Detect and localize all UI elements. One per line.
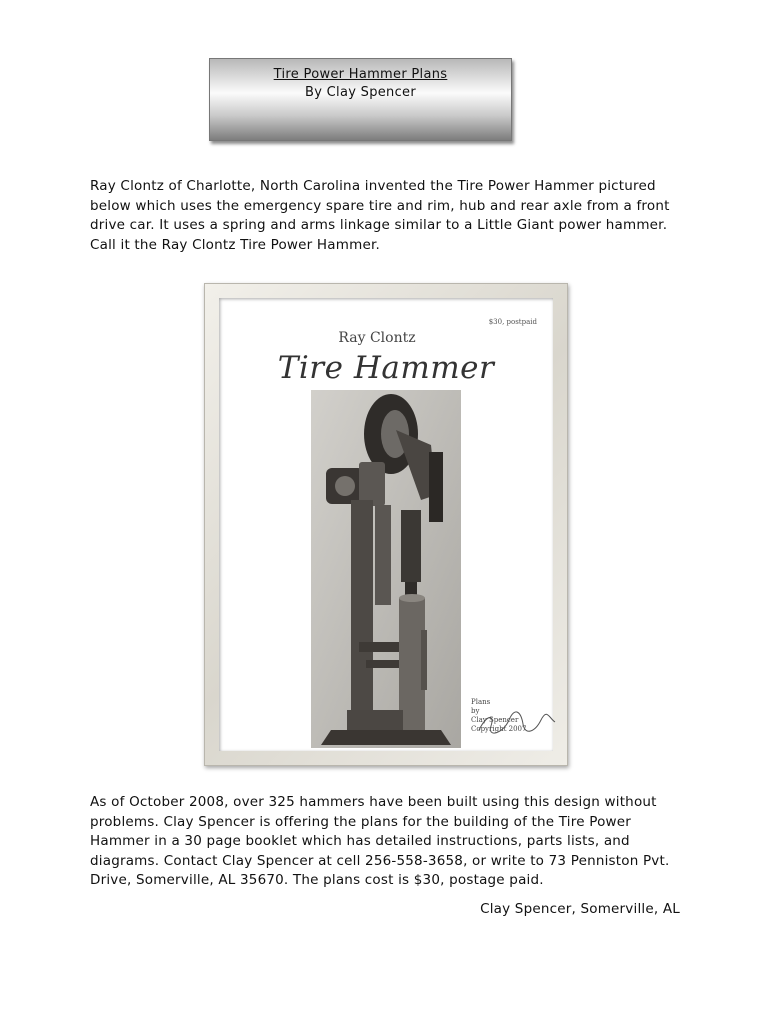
cover-title: Tire Hammer: [277, 350, 495, 386]
page-title: Tire Power Hammer Plans: [273, 67, 448, 82]
cover-plans-line: Copyright 2007: [471, 725, 527, 733]
handwritten-signature: [477, 708, 557, 738]
tire-hammer-image: [311, 390, 481, 750]
body-paragraph: As of October 2008, over 325 hammers have been built using this design without problems. Clay Spencer is offering the plans for the building of the Tire Power Hammer in a 30 page booklet which has detailed instructions, parts lists, and diagrams. Contact Clay Spencer at cell 256-558-3658, or write to 73 Penniston Pvt. Drive, Somerville, AL 35670. The plans cost is $30, postage paid.: [90, 794, 670, 888]
cover-price: $30, postpaid: [488, 318, 537, 326]
signature-line: Clay Spencer, Somerville, AL: [480, 901, 680, 917]
cover-page: [219, 298, 553, 751]
cover-author: Ray Clontz: [338, 330, 416, 346]
booklet-cover-photo: [204, 283, 568, 766]
title-box: [209, 58, 512, 141]
intro-paragraph: Ray Clontz of Charlotte, North Carolina invented the Tire Power Hammer pictured below which uses the emergency spare tire and rim, hub and rear axle from a front drive car. It uses a spring and arms linkage similar to a Little Giant power hammer. Call it the Ray Clontz Tire Power Hammer.: [90, 178, 670, 253]
cover-plans-line: by: [471, 707, 480, 715]
cover-plans-line: Clay Spencer: [471, 716, 519, 724]
byline: By Clay Spencer: [305, 85, 416, 100]
cover-plans-line: Plans: [471, 698, 491, 706]
